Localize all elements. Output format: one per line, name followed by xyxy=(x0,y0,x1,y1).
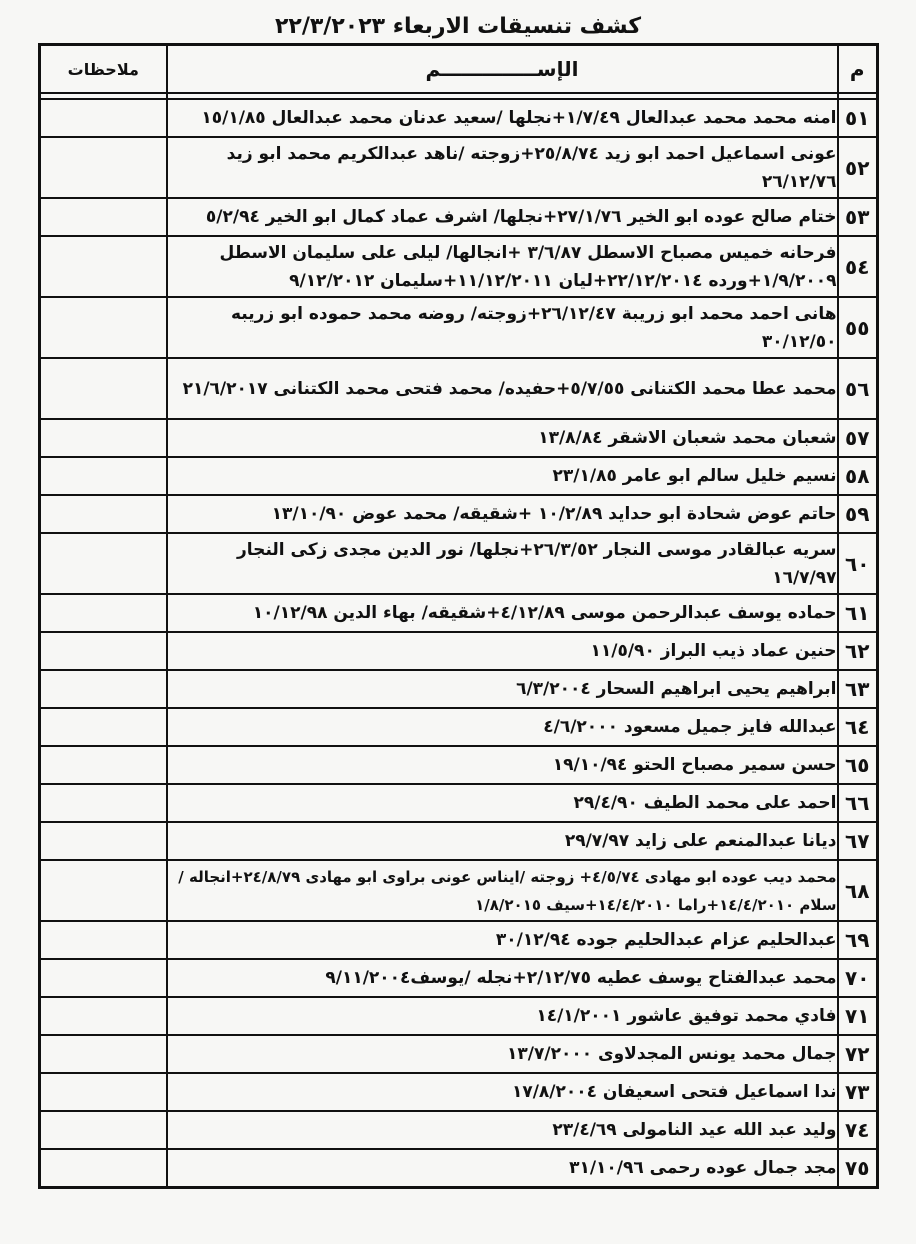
table-row xyxy=(40,99,878,137)
row-notes xyxy=(40,746,167,784)
table-row xyxy=(40,921,878,959)
row-name: فرحانه خميس مصباح الاسطل ٣/٦/٨٧ +انجالها/ ليلى على سليمان الاسطل ١/٩/٢٠٠٩+ورده ٢٢/١٢/٢٠١٤+ليان ١١/١٢/٢٠١١+سليمان ٩/١٢/٢٠١٢ xyxy=(167,236,838,297)
row-number: ٦٣ xyxy=(838,670,878,708)
header-notes: ملاحظات xyxy=(40,45,167,94)
row-name: ابراهيم يحيى ابراهيم السحار ٦/٣/٢٠٠٤ xyxy=(167,670,838,708)
table-row xyxy=(40,297,878,358)
row-notes xyxy=(40,137,167,198)
row-number: ٦٠ xyxy=(838,533,878,594)
table-row xyxy=(40,533,878,594)
table-header-row xyxy=(40,45,878,94)
row-number: ٥٩ xyxy=(838,495,878,533)
row-name: ديانا عبدالمنعم على زايد ٢٩/٧/٩٧ xyxy=(167,822,838,860)
table-row xyxy=(40,997,878,1035)
row-number: ٧٤ xyxy=(838,1111,878,1149)
row-notes xyxy=(40,495,167,533)
row-name: وليد عبد الله عيد النامولى ٢٣/٤/٦٩ xyxy=(167,1111,838,1149)
row-number: ٦١ xyxy=(838,594,878,632)
table-row xyxy=(40,137,878,198)
table-row xyxy=(40,594,878,632)
row-number: ٥٥ xyxy=(838,297,878,358)
row-name: ندا اسماعيل فتحى اسعيفان ١٧/٨/٢٠٠٤ xyxy=(167,1073,838,1111)
row-name: عونى اسماعيل احمد ابو زيد ٢٥/٨/٧٤+زوجته /ناهد عبدالكريم محمد ابو زيد ٢٦/١٢/٧٦ xyxy=(167,137,838,198)
table-row xyxy=(40,959,878,997)
row-number: ٥١ xyxy=(838,99,878,137)
table-row xyxy=(40,495,878,533)
row-number: ٧٢ xyxy=(838,1035,878,1073)
row-name: سريه عبالقادر موسى النجار ٢٦/٣/٥٢+نجلها/ نور الدين مجدى زكى النجار ١٦/٧/٩٧ xyxy=(167,533,838,594)
row-notes xyxy=(40,236,167,297)
row-number: ٧٣ xyxy=(838,1073,878,1111)
coordination-table xyxy=(38,43,879,1189)
row-notes xyxy=(40,99,167,137)
row-number: ٦٢ xyxy=(838,632,878,670)
table-row xyxy=(40,1111,878,1149)
row-notes xyxy=(40,997,167,1035)
row-name: مجد جمال عوده رحمى ٣١/١٠/٩٦ xyxy=(167,1149,838,1188)
row-number: ٧١ xyxy=(838,997,878,1035)
row-notes xyxy=(40,419,167,457)
row-number: ٦٩ xyxy=(838,921,878,959)
table-row xyxy=(40,860,878,921)
row-notes xyxy=(40,198,167,236)
row-name: محمد عطا محمد الكتنانى ٥/٧/٥٥+حفيده/ محمد فتحى محمد الكتنانى ٢١/٦/٢٠١٧ xyxy=(167,358,838,419)
row-notes xyxy=(40,1035,167,1073)
row-notes xyxy=(40,1149,167,1188)
table-row xyxy=(40,670,878,708)
table-row xyxy=(40,708,878,746)
row-notes xyxy=(40,860,167,921)
row-notes xyxy=(40,708,167,746)
row-notes xyxy=(40,358,167,419)
page-title: كشف تنسيقات الاربعاء ٢٢/٣/٢٠٢٣ xyxy=(274,14,642,39)
row-notes xyxy=(40,670,167,708)
row-number: ٥٧ xyxy=(838,419,878,457)
row-name: ختام صالح عوده ابو الخير ٢٧/١/٧٦+نجلها/ اشرف عماد كمال ابو الخير ٥/٢/٩٤ xyxy=(167,198,838,236)
row-notes xyxy=(40,822,167,860)
table-row xyxy=(40,632,878,670)
table-row xyxy=(40,822,878,860)
table-row xyxy=(40,457,878,495)
row-name: هانى احمد محمد ابو زريبة ٢٦/١٢/٤٧+زوجته/ روضه محمد حموده ابو زريبه ٣٠/١٢/٥٠ xyxy=(167,297,838,358)
row-name: محمد عبدالفتاح يوسف عطيه ٢/١٢/٧٥+نجله /يوسف٩/١١/٢٠٠٤ xyxy=(167,959,838,997)
table-row xyxy=(40,746,878,784)
table-row xyxy=(40,784,878,822)
row-notes xyxy=(40,632,167,670)
row-name: حماده يوسف عبدالرحمن موسى ٤/١٢/٨٩+شقيقه/ بهاء الدين ١٠/١٢/٩٨ xyxy=(167,594,838,632)
row-name: محمد ديب عوده ابو مهادى ٤/٥/٧٤+ زوجته /ايناس عونى براوى ابو مهادى ٢٤/٨/٧٩+انجاله / سلام ١٤/٤/٢٠١٠+راما ١٤/٤/٢٠١٠+سيف ١/٨/٢٠١٥ xyxy=(167,860,838,921)
row-name: امنه محمد محمد عبدالعال ١/٧/٤٩+نجلها /سعيد عدنان محمد عبدالعال ١٥/١/٨٥ xyxy=(167,99,838,137)
header-number: م xyxy=(838,45,878,94)
row-name: شعبان محمد شعبان الاشقر ١٣/٨/٨٤ xyxy=(167,419,838,457)
row-notes xyxy=(40,457,167,495)
row-name: جمال محمد يونس المجدلاوى ١٣/٧/٢٠٠٠ xyxy=(167,1035,838,1073)
table-row xyxy=(40,419,878,457)
row-name: احمد على محمد الطيف ٢٩/٤/٩٠ xyxy=(167,784,838,822)
row-number: ٦٥ xyxy=(838,746,878,784)
row-notes xyxy=(40,533,167,594)
row-number: ٥٤ xyxy=(838,236,878,297)
row-name: حاتم عوض شحادة ابو حدايد ١٠/٢/٨٩ +شقيقه/ محمد عوض ١٣/١٠/٩٠ xyxy=(167,495,838,533)
row-name: نسيم خليل سالم ابو عامر ٢٣/١/٨٥ xyxy=(167,457,838,495)
table-row xyxy=(40,358,878,419)
row-notes xyxy=(40,1111,167,1149)
row-number: ٦٤ xyxy=(838,708,878,746)
row-name: حسن سمير مصباح الحتو ١٩/١٠/٩٤ xyxy=(167,746,838,784)
table-row xyxy=(40,1073,878,1111)
table-row xyxy=(40,236,878,297)
row-name: حنين عماد ذيب البراز ١١/٥/٩٠ xyxy=(167,632,838,670)
row-number: ٥٣ xyxy=(838,198,878,236)
row-number: ٦٦ xyxy=(838,784,878,822)
row-number: ٦٧ xyxy=(838,822,878,860)
row-number: ٧٥ xyxy=(838,1149,878,1188)
row-notes xyxy=(40,959,167,997)
row-number: ٦٨ xyxy=(838,860,878,921)
row-name: فادي محمد توفيق عاشور ١٤/١/٢٠٠١ xyxy=(167,997,838,1035)
row-number: ٥٨ xyxy=(838,457,878,495)
row-notes xyxy=(40,921,167,959)
row-name: عبدالله فايز جميل مسعود ٤/٦/٢٠٠٠ xyxy=(167,708,838,746)
table-row xyxy=(40,1035,878,1073)
row-notes xyxy=(40,594,167,632)
table-body xyxy=(40,99,878,1188)
row-number: ٧٠ xyxy=(838,959,878,997)
table-row xyxy=(40,198,878,236)
header-name: الإســــــــــــــم xyxy=(167,45,838,94)
row-number: ٥٢ xyxy=(838,137,878,198)
table-row xyxy=(40,1149,878,1188)
row-number: ٥٦ xyxy=(838,358,878,419)
row-notes xyxy=(40,297,167,358)
row-name: عبدالحليم عزام عبدالحليم جوده ٣٠/١٢/٩٤ xyxy=(167,921,838,959)
row-notes xyxy=(40,784,167,822)
row-notes xyxy=(40,1073,167,1111)
